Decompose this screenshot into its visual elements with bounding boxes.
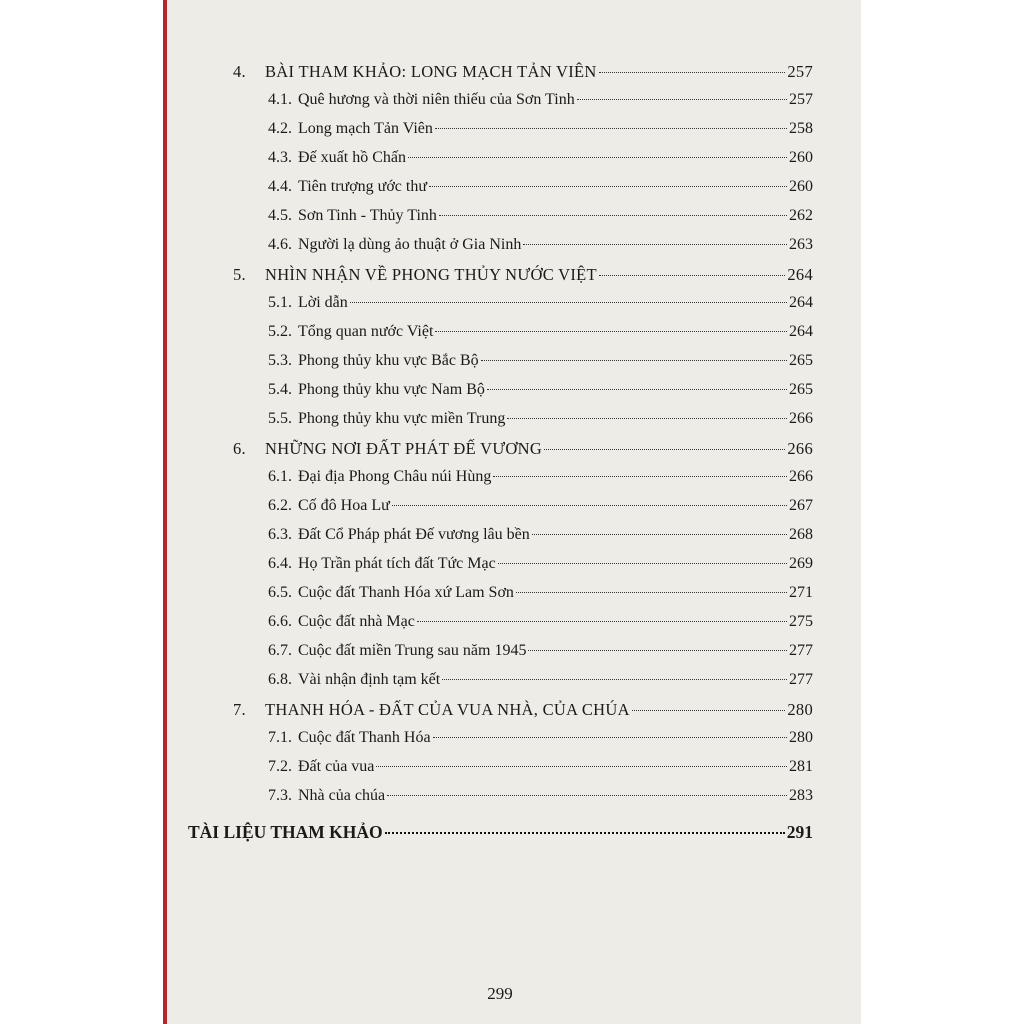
toc-entry-6-1	[268, 468, 813, 494]
dot-leader	[544, 449, 785, 450]
toc-entry-7-2	[268, 758, 813, 784]
toc-page: 268	[789, 526, 813, 543]
toc-number: 4.1.	[268, 91, 292, 108]
dot-leader	[433, 737, 787, 738]
toc-number: 7.2.	[268, 758, 292, 775]
toc-page: 258	[789, 120, 813, 137]
references-title: TÀI LIỆU THAM KHẢO	[188, 822, 383, 842]
dot-leader	[439, 215, 787, 216]
toc-title: BÀI THAM KHẢO: LONG MẠCH TẢN VIÊN	[265, 62, 597, 81]
dot-leader	[507, 418, 787, 419]
toc-number: 6.8.	[268, 671, 292, 688]
dot-leader	[577, 99, 787, 100]
dot-leader	[435, 331, 787, 332]
toc-entry-6-5	[268, 584, 813, 610]
dot-leader	[350, 302, 787, 303]
dot-leader	[385, 832, 785, 834]
toc-chapter-6	[233, 439, 813, 465]
toc-title: Phong thủy khu vực miền Trung	[298, 410, 506, 427]
toc-title: Tiên trượng ước thư	[298, 178, 428, 195]
toc-page: 277	[789, 671, 813, 688]
toc-page: 260	[789, 149, 813, 166]
toc-entry-7-3	[268, 787, 813, 813]
toc-entry-5-4	[268, 381, 813, 407]
toc-title: Họ Trần phát tích đất Tức Mạc	[298, 555, 496, 572]
toc-entry-6-3	[268, 526, 813, 552]
toc-entry-5-1	[268, 294, 813, 320]
dot-leader	[487, 389, 787, 390]
toc-entry-4-4	[268, 178, 813, 204]
dot-leader	[376, 766, 787, 767]
dot-leader	[523, 244, 787, 245]
toc-references	[188, 822, 813, 848]
toc-page: 271	[789, 584, 813, 601]
toc-title: Đế xuất hồ Chấn	[298, 149, 406, 166]
toc-number: 6.3.	[268, 526, 292, 543]
toc-page: 277	[789, 642, 813, 659]
toc-entry-6-4	[268, 555, 813, 581]
toc-entry-4-1	[268, 91, 813, 117]
toc-entry-4-2	[268, 120, 813, 146]
toc-page: 265	[789, 352, 813, 369]
toc-page: 269	[789, 555, 813, 572]
dot-leader	[481, 360, 787, 361]
toc-entry-7-1	[268, 729, 813, 755]
toc-number: 6.2.	[268, 497, 292, 514]
toc-entry-5-3	[268, 352, 813, 378]
toc-title: THANH HÓA - ĐẤT CỦA VUA NHÀ, CỦA CHÚA	[265, 700, 630, 719]
toc-number: 4.5.	[268, 207, 292, 224]
toc-page: 280	[787, 700, 813, 719]
toc-title: Cuộc đất nhà Mạc	[298, 613, 415, 630]
toc-page: 266	[789, 410, 813, 427]
toc-page: 266	[789, 468, 813, 485]
toc-page: 264	[789, 294, 813, 311]
toc-number: 6.4.	[268, 555, 292, 572]
toc-title: Cuộc đất miền Trung sau năm 1945	[298, 642, 527, 659]
toc-page: 264	[787, 265, 813, 284]
toc-page: 283	[789, 787, 813, 804]
toc-page: 260	[789, 178, 813, 195]
toc-number: 5.	[233, 265, 246, 284]
dot-leader	[599, 275, 785, 276]
toc-entry-4-6	[268, 236, 813, 262]
dot-leader	[532, 534, 787, 535]
toc-number: 6.6.	[268, 613, 292, 630]
toc-page: 257	[789, 91, 813, 108]
toc-number: 5.5.	[268, 410, 292, 427]
toc-page: 265	[789, 381, 813, 398]
toc-title: NHỮNG NƠI ĐẤT PHÁT ĐẾ VƯƠNG	[265, 439, 543, 458]
toc-title: Nhà của chúa	[298, 787, 386, 804]
dot-leader	[387, 795, 787, 796]
toc-entry-6-6	[268, 613, 813, 639]
dot-leader	[429, 186, 787, 187]
toc-entry-5-5	[268, 410, 813, 436]
toc-title: Đất của vua	[298, 758, 375, 775]
toc-number: 5.2.	[268, 323, 292, 340]
dot-leader	[392, 505, 787, 506]
dot-leader	[408, 157, 787, 158]
toc-page: 275	[789, 613, 813, 630]
toc-chapter-7	[233, 700, 813, 726]
toc-chapter-4	[233, 62, 813, 88]
dot-leader	[435, 128, 787, 129]
toc-number: 6.5.	[268, 584, 292, 601]
toc-number: 5.1.	[268, 294, 292, 311]
toc-title: Phong thủy khu vực Bắc Bộ	[298, 352, 479, 369]
toc-entry-6-7	[268, 642, 813, 668]
toc-page: 280	[789, 729, 813, 746]
toc-page: 267	[789, 497, 813, 514]
dot-leader	[599, 72, 786, 73]
toc-entry-5-2	[268, 323, 813, 349]
toc-title: Đất Cổ Pháp phát Đế vương lâu bền	[298, 526, 530, 543]
toc-number: 4.4.	[268, 178, 292, 195]
toc-number: 4.3.	[268, 149, 292, 166]
toc-entry-4-5	[268, 207, 813, 233]
toc-number: 4.6.	[268, 236, 292, 253]
dot-leader	[498, 563, 787, 564]
toc-title: Lời dẫn	[298, 294, 348, 311]
dot-leader	[632, 710, 786, 711]
toc-page: 264	[789, 323, 813, 340]
toc-entry-4-3	[268, 149, 813, 175]
toc-page: 263	[789, 236, 813, 253]
dot-leader	[442, 679, 787, 680]
toc-number: 5.4.	[268, 381, 292, 398]
toc-entry-6-2	[268, 497, 813, 523]
toc-page: 266	[787, 439, 813, 458]
toc-number: 7.1.	[268, 729, 292, 746]
toc-title: Cuộc đất Thanh Hóa	[298, 729, 431, 746]
toc-page: 281	[789, 758, 813, 775]
toc-number: 6.	[233, 439, 246, 458]
toc-title: Cố đô Hoa Lư	[298, 497, 390, 514]
toc-title: Đại địa Phong Châu núi Hùng	[298, 468, 492, 485]
toc-title: Vài nhận định tạm kết	[298, 671, 441, 688]
dot-leader	[528, 650, 787, 651]
toc-title: Người lạ dùng ảo thuật ở Gia Ninh	[298, 236, 522, 253]
toc-entry-6-8	[268, 671, 813, 697]
toc-number: 4.	[233, 62, 246, 81]
toc-page: 262	[789, 207, 813, 224]
toc-number: 6.1.	[268, 468, 292, 485]
references-page: 291	[786, 822, 813, 842]
toc-number: 6.7.	[268, 642, 292, 659]
toc-number: 7.	[233, 700, 246, 719]
toc-title: NHÌN NHẬN VỀ PHONG THỦY NƯỚC VIỆT	[265, 265, 597, 284]
toc-title: Sơn Tinh - Thủy Tinh	[298, 207, 437, 224]
toc-number: 5.3.	[268, 352, 292, 369]
dot-leader	[417, 621, 787, 622]
toc-page: 257	[787, 62, 813, 81]
dot-leader	[516, 592, 787, 593]
toc-chapter-5	[233, 265, 813, 291]
toc-title: Tổng quan nước Việt	[298, 323, 434, 340]
toc-title: Long mạch Tản Viên	[298, 120, 433, 137]
dot-leader	[493, 476, 787, 477]
toc-title: Cuộc đất Thanh Hóa xứ Lam Sơn	[298, 584, 514, 601]
page-number: 299	[487, 984, 513, 1003]
toc-title: Quê hương và thời niên thiếu của Sơn Tinh	[298, 91, 575, 108]
toc-number: 4.2.	[268, 120, 292, 137]
toc-title: Phong thủy khu vực Nam Bộ	[298, 381, 485, 398]
toc-number: 7.3.	[268, 787, 292, 804]
